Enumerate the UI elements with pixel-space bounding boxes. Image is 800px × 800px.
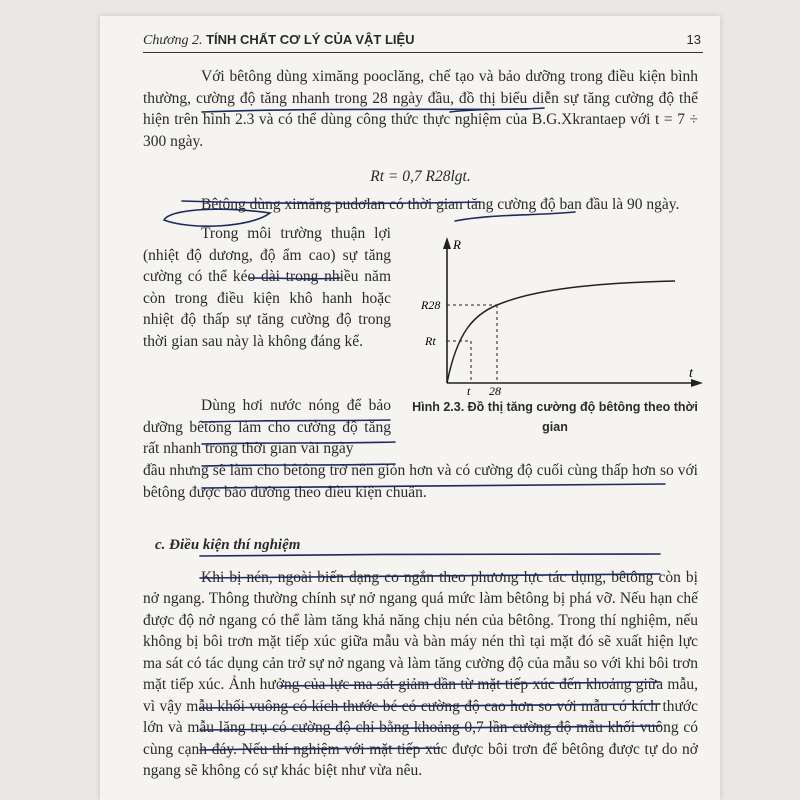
figure-caption: Hình 2.3. Đồ thị tăng cường độ bêtông theo thời gian <box>412 400 698 434</box>
book-page <box>100 16 720 800</box>
chapter-label: Chương 2. <box>143 33 203 48</box>
paragraph-environment: Trong môi trường thuận lợi (nhiệt độ dương, độ ẩm cao) sự tăng cường có thể kéo dài trong nhiều năm còn trong điều kiện khô hanh hoặc nhiệt độ thấp sự tăng cường độ trong thời gian sau này là không đáng kể. <box>143 225 391 350</box>
chapter-title: TÍNH CHẤT CƠ LÝ CỦA VẬT LIỆU <box>206 32 415 47</box>
strength-curve <box>447 281 675 383</box>
rt-label: Rt <box>425 334 436 348</box>
paragraph-steam-rest: đầu nhưng sẽ làm cho bêtông trở nên giòn hơn và có cường độ cuối cùng thấp hơn so với bêtông được bảo dưỡng theo điều kiện chuẩn. <box>143 462 698 501</box>
page-header <box>143 30 703 53</box>
strength-time-graph <box>405 223 705 395</box>
t28-tick-label: 28 <box>489 384 501 395</box>
axis-y-label: R <box>453 237 461 252</box>
t-tick-label: t <box>467 384 471 395</box>
axis-x-label: t <box>689 366 693 381</box>
paragraph-cement-strength: Với bêtông dùng ximăng pooclăng, chế tạo và bảo dưỡng trong điều kiện bình thường, cường độ tăng nhanh trong 28 ngày đầu, đồ thị biểu diễn sự tăng cường độ thể hiện trên hình 2.3 và có thể dùng công thức thực nghiệm của B.G.Xkrantaep với t = 7 ÷ 300 ngày. <box>143 68 698 150</box>
paragraph-pozzolan: Bêtông dùng ximăng pudơlan có thời gian tăng cường độ ban đầu là 90 ngày. <box>201 195 680 213</box>
r28-label: R28 <box>421 298 441 312</box>
page-body <box>143 66 698 782</box>
steam-section <box>143 395 698 525</box>
y-axis-arrow <box>443 237 451 249</box>
formula-strength: Rt = 0,7 R28lgt. <box>370 168 471 185</box>
wrap-section <box>143 223 698 395</box>
section-heading: c. Điều kiện thí nghiệm <box>155 537 301 553</box>
page-number: 13 <box>686 32 701 47</box>
chapter-heading <box>143 32 415 49</box>
paragraph-steam-left: Dùng hơi nước nóng để bảo dưỡng bêtông làm cho cường độ tăng rất nhanh trong thời gian vài ngày <box>143 397 391 457</box>
paragraph-test-conditions: Khi bị nén, ngoài biến dạng co ngắn theo phương lực tác dụng, bêtông còn bị nở ngang. Thông thường chính sự nở ngang quá mức làm bêtông bị phá vỡ. Nếu hạn chế được độ nở ngang có thể làm tăng khả năng chịu nén của bêtông. Trong thí nghiệm, nếu không bị bôi trơn mặt tiếp xúc giữa mẫu và bàn máy nén thì tại mặt đó sẽ xuất hiện lực ma sát có tác dụng cản trở sự nở ngang và làm tăng cường độ của mẫu so với khi bôi trơn mặt tiếp xúc. Ảnh hưởng của lực ma sát giảm dần từ mặt tiếp xúc đến khoảng giữa mẫu, vì vậy mẫu khối vuông có kích thước bé có cường độ cao hơn so với mẫu có kích thước lớn và mẫu lăng trụ có cường độ chỉ bằng khoảng 0,7 lần cường độ mẫu khối vuông có cùng cạnh đáy. Nếu thí nghiệm với mặt tiếp xúc được bôi trơn để bêtông được tự do nở ngang sẽ không có sự khác biệt như vừa nêu. <box>143 568 698 779</box>
